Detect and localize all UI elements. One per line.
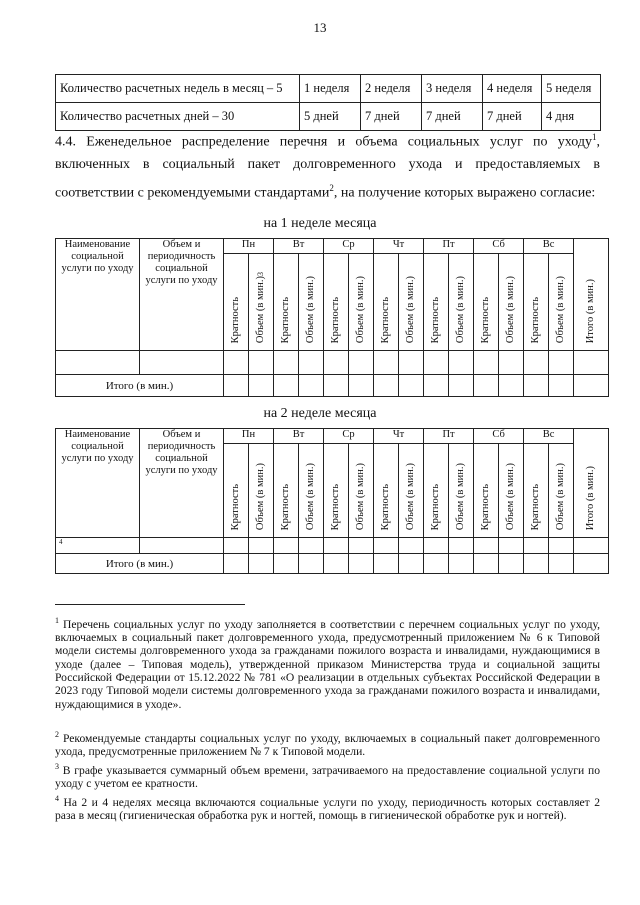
total-col-header [574,429,609,538]
table-cell: 7 дней [483,103,542,131]
week1-caption: на 1 неделе месяца [263,216,377,231]
table-header-row [56,429,609,444]
table-cell: 7 дней [361,103,422,131]
section-text: 4.4. Еженедельное распределение перечня и объема социальных услуг по уходу [55,134,592,150]
freq-header [374,254,399,351]
freq-header [274,444,299,538]
table-cell: 2 неделя [361,75,422,103]
total-col-header [574,239,609,351]
freq-header [474,254,499,351]
week1-table [55,238,609,397]
footnote-number: 1 [55,616,59,625]
freq-header [324,444,349,538]
volume-label: Объем (в мин.) [505,462,517,530]
table-row [56,75,601,103]
volume-header [299,444,324,538]
footnote-ref: 2 [329,182,334,193]
freq-header [224,444,249,538]
total-col-label: Итого (в мин.) [585,465,597,530]
freq-label: Кратность [530,296,542,343]
freq-header [224,254,249,351]
col-header-name: Наименование социальной услуги по уходу [56,429,140,538]
freq-label: Кратность [480,483,492,530]
volume-header [399,444,424,538]
footnote-2 [55,728,600,758]
freq-label: Кратность [230,296,241,343]
freq-label: Кратность [330,296,342,343]
volume-header [349,444,374,538]
freq-header [524,254,549,351]
row-note: 4 [56,538,140,554]
volume-label: Объем (в мин.) [555,275,567,343]
freq-label: Кратность [430,296,442,343]
volume-header [499,254,524,351]
freq-header [474,444,499,538]
freq-header [524,444,549,538]
total-row [56,554,609,574]
volume-label: Объем (в мин.) [305,462,317,530]
freq-label: Кратность [280,296,292,343]
freq-label: Кратность [230,483,241,530]
table-cell: 7 дней [422,103,483,131]
footnote-number: 2 [55,730,59,739]
day-header: Чт [374,429,424,444]
volume-label: Объем (в мин.) [355,462,367,530]
table-row [56,351,609,375]
section-paragraph [55,126,600,205]
freq-header [274,254,299,351]
footnote-text: Рекомендуемые стандарты социальных услуг по уходу, включаемых в социальный пакет долговременного ухода, предусмотренные приложением № 7 к Типовой модели. [55,731,600,759]
volume-header [549,444,574,538]
table-cell: 5 дней [300,103,361,131]
total-col-label: Итого (в мин.) [585,278,597,343]
volume-label: Объем (в мин.) [505,275,517,343]
total-row-label: Итого (в мин.) [56,375,224,397]
section-text: , включенных в социальный пакет долговременного ухода и предоставляемых в соответствии с рекомендуемыми стандартами [55,134,600,201]
total-row [56,375,609,397]
footnote-ref: 3 [256,271,265,276]
day-header: Пн [224,239,274,254]
freq-label: Кратность [480,296,492,343]
volume-label: Объем (в мин.) [555,462,567,530]
table-cell: 5 неделя [542,75,601,103]
table-row [56,538,609,554]
total-row-label: Итого (в мин.) [56,554,224,574]
section-text: , на получение которых выражено согласие: [333,185,596,201]
freq-label: Кратность [530,483,542,530]
freq-label: Кратность [280,483,292,530]
volume-label: Объем (в мин.) [405,275,417,343]
col-header-volume: Объем и периодичность социальной услуги по уходу [140,239,224,351]
day-header: Пт [424,429,474,444]
footnote-ref: 1 [592,132,597,142]
table-cell: 3 неделя [422,75,483,103]
footnote-text: В графе указывается суммарный объем времени, затрачиваемого на предоставление социальной услуги по уходу с учетом ее кратности. [55,763,600,791]
volume-label: Объем (в мин.) [455,275,467,343]
freq-label: Кратность [430,483,442,530]
day-header: Вт [274,239,324,254]
volume-header [449,254,474,351]
row-label: Количество расчетных недель в месяц – 5 [56,75,300,103]
col-header-name: Наименование социальной услуги по уходу [56,239,140,351]
volume-header [249,254,274,351]
week2-caption: на 2 неделе месяца [263,406,377,421]
footnote-number: 4 [55,794,59,803]
footnote-text: На 2 и 4 неделях месяца включаются социальные услуги по уходу, периодичность которых составляет 2 раза в месяц (гигиеническая обработка рук и ногтей, помощь в гигиенической обработке рук и ногтей). [55,795,600,823]
freq-header [424,254,449,351]
day-header: Ср [324,239,374,254]
volume-label: Объем (в мин.) [255,462,266,530]
day-header: Пн [224,429,274,444]
freq-header [324,254,349,351]
day-header: Вс [524,239,574,254]
freq-label: Кратность [380,296,392,343]
freq-label: Кратность [380,483,392,530]
week2-table [55,428,609,574]
volume-label: Объем (в мин.) [405,462,417,530]
footnote-3 [55,760,600,790]
freq-header [424,444,449,538]
volume-label [255,272,267,343]
volume-header [549,254,574,351]
volume-header [399,254,424,351]
day-header: Пт [424,239,474,254]
footnote-text: Перечень социальных услуг по уходу заполняется в соответствии с перечнем социальных услуг по уходу, включаемых в социальный пакет долговременного ухода, предусмотренный приложением № 6 к Типовой модели системы долговременного ухода за гражданами пожилого возраста и инвалидами, нуждающимися в уходе (далее – Типовая модель), утвержденной приказом Министерства труда и социальной защиты Российской Федерации от 15.12.2022 № 781 «О реализации в отдельных субъектах Российской Федерации в 2023 году Типовой модели системы долговременного ухода за гражданами пожилого возраста и инвалидами, нуждающимися в уходе». [55,617,600,711]
row-label: Количество расчетных дней – 30 [56,103,300,131]
table-cell: 4 дня [542,103,601,131]
volume-text: Объем (в мин.) [255,275,266,343]
col-header-volume: Объем и периодичность социальной услуги по уходу [140,429,224,538]
page-number: 13 [313,20,327,35]
volume-label: Объем (в мин.) [455,462,467,530]
table-header-row [56,239,609,254]
table-cell: 4 неделя [483,75,542,103]
day-header: Сб [474,429,524,444]
volume-header [449,444,474,538]
volume-header [349,254,374,351]
footnote-1 [55,614,600,711]
volume-header [249,444,274,538]
freq-label: Кратность [330,483,342,530]
day-header: Ср [324,429,374,444]
footnote-number: 3 [55,762,59,771]
footnote-4 [55,792,600,822]
day-header: Чт [374,239,424,254]
table-cell: 1 неделя [300,75,361,103]
weeks-days-table [55,74,601,131]
day-header: Сб [474,239,524,254]
day-header: Вс [524,429,574,444]
day-header: Вт [274,429,324,444]
volume-header [299,254,324,351]
volume-header [499,444,524,538]
volume-label: Объем (в мин.) [355,275,367,343]
volume-label: Объем (в мин.) [305,275,317,343]
freq-header [374,444,399,538]
footnote-divider [55,604,245,605]
